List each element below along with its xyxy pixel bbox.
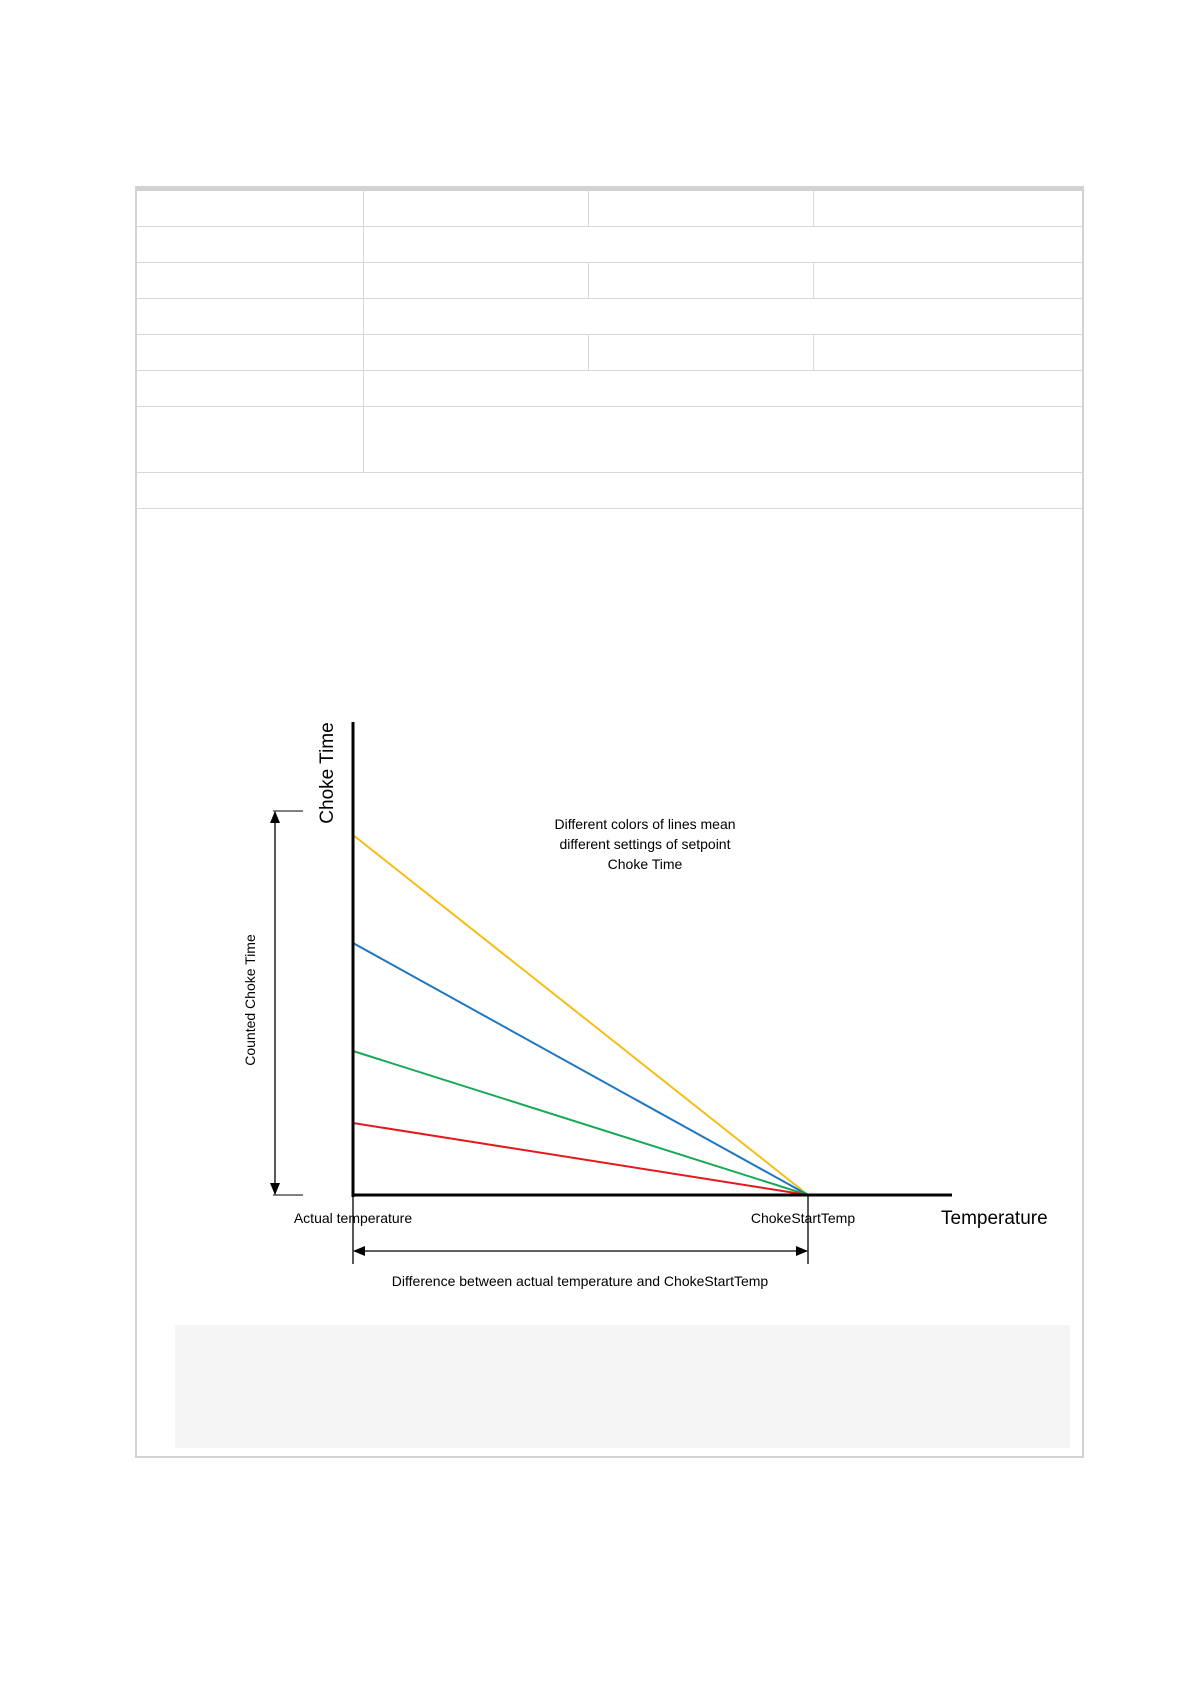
table-row: [137, 227, 1082, 263]
table-cell: [363, 299, 1082, 335]
choke-time-figure: [235, 715, 1048, 1305]
table-row: [137, 407, 1082, 473]
series-line-4: [353, 1123, 808, 1195]
table-cell: [588, 191, 813, 227]
table-cell: [363, 191, 588, 227]
table-cell: [137, 299, 363, 335]
table-row: [137, 263, 1082, 299]
table-cell: [588, 263, 813, 299]
choke-time-chart: [235, 715, 1048, 1305]
difference-label: Difference between actual temperature and ChokeStartTemp: [391, 1273, 769, 1289]
annotation-line: different settings of setpoint: [559, 836, 731, 852]
counted-choke-time-label: Counted Choke Time: [242, 934, 258, 1066]
table-cell: [363, 263, 588, 299]
table-row: [137, 371, 1082, 407]
table-cell: [813, 191, 1082, 227]
x-tick-label-actual-temperature: Actual temperature: [293, 1210, 413, 1226]
table-cell: [137, 263, 363, 299]
table-cell: [137, 335, 363, 371]
setpoint-table: [137, 191, 1082, 509]
table-cell: [588, 335, 813, 371]
x-axis-label: Temperature: [941, 1208, 1048, 1229]
table-cell: [363, 407, 1082, 473]
y-axis-label: Choke Time: [317, 722, 338, 824]
table-row: [137, 191, 1082, 227]
series-layer: [353, 835, 808, 1195]
series-line-3: [353, 1051, 808, 1195]
table-cell: [363, 227, 1082, 263]
table-cell: [137, 473, 1082, 509]
x-tick-label-choke-start-temp: ChokeStartTemp: [750, 1210, 856, 1226]
table-row: [137, 473, 1082, 509]
annotation-line: Different colors of lines mean: [554, 816, 736, 832]
series-line-2: [353, 943, 808, 1195]
note-box: [175, 1325, 1070, 1448]
table-cell: [813, 335, 1082, 371]
table-cell: [137, 371, 363, 407]
table-cell: [363, 371, 1082, 407]
table-cell: [137, 407, 363, 473]
table-cell: [137, 227, 363, 263]
table-cell: [813, 263, 1082, 299]
table-row: [137, 299, 1082, 335]
series-line-1: [353, 835, 808, 1195]
table-cell: [137, 191, 363, 227]
table-cell: [363, 335, 588, 371]
annotation-line: Choke Time: [607, 856, 683, 872]
table-row: [137, 335, 1082, 371]
